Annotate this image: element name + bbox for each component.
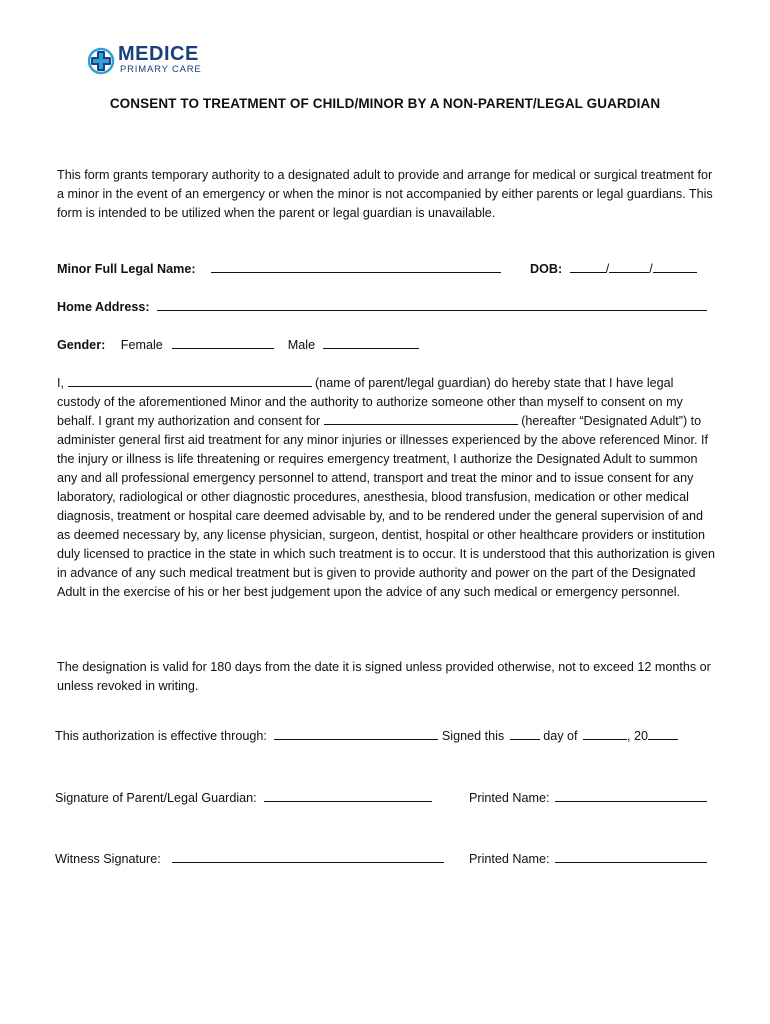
parent-printed-name-field[interactable] bbox=[555, 789, 707, 802]
home-address-label: Home Address: bbox=[57, 300, 150, 314]
gender-label: Gender: bbox=[57, 338, 106, 352]
logo-subtitle: PRIMARY CARE bbox=[120, 64, 202, 75]
female-label: Female bbox=[120, 338, 163, 352]
medical-cross-icon bbox=[88, 46, 116, 76]
medice-logo bbox=[88, 44, 218, 80]
effective-label: This authorization is effective through: bbox=[55, 729, 267, 743]
year-prefix: , 20 bbox=[627, 729, 649, 743]
guardian-name-field[interactable] bbox=[68, 374, 312, 387]
gender-row bbox=[57, 336, 419, 355]
authorization-prefix: I, bbox=[57, 376, 64, 390]
male-label: Male bbox=[287, 338, 316, 352]
printed-name-label: Printed Name: bbox=[469, 791, 550, 805]
witness-signature-row bbox=[55, 850, 444, 869]
authorization-paragraph bbox=[57, 374, 717, 602]
home-address-row bbox=[57, 298, 707, 317]
dob-separator: / bbox=[649, 262, 653, 276]
validity-paragraph: The designation is valid for 180 days from the date it is signed unless provided otherwise, not to exceed 12 months or unless revoked in writing. bbox=[57, 660, 711, 693]
parent-signature-label: Signature of Parent/Legal Guardian: bbox=[55, 791, 257, 805]
signed-year-field[interactable] bbox=[648, 727, 678, 740]
day-of-label: day of bbox=[543, 729, 578, 743]
dob-row bbox=[530, 260, 697, 279]
witness-printed-name-row bbox=[469, 850, 707, 869]
authorization-text-part1: (name of parent/legal guardian) do hereby state that I have legal custody of the aforementioned Minor and the authority to authorize someone other than myself to consent on my behalf. I grant my authorization and consent for bbox=[57, 376, 683, 428]
authorization-text-part2: (hereafter “Designated Adult”) to administer general first aid treatment for any minor injuries or illnesses experienced by the above referenced Minor. If the injury or illness is life threatening or requires emergency treatment, I authorize the Designated Adult to summon any and all professional emergency personnel to attend, transport and treat the minor and to issue consent for any laboratory, radiological or other diagnostic procedures, anesthesia, blood transfusion, medication or other medical diagnosis, treatment or hospital care deemed advisable by, and to be rendered under the general supervision of and as deemed necessary by, any license physician, surgeon, dentist, hospital or other healthcare providers or institution duly licensed to practice in the state in which such treatment is to occur. It is understood that this authorization is given in advance of any such medical treatment but is given to provide authority and power on the part of the Designated Adult in the exercise of his or her best judgement upon the advice of any such medical or emergency personnel. bbox=[57, 414, 716, 599]
printed-name-label: Printed Name: bbox=[469, 852, 550, 866]
parent-signature-field[interactable] bbox=[264, 789, 432, 802]
intro-paragraph: This form grants temporary authority to a designated adult to provide and arrange for medical or surgical treatment for a minor in the event of an emergency or when the minor is not accompanied by either parents or legal guardians. This form is intended to be utilized when the parent or legal guardian is unavailable. bbox=[57, 168, 713, 220]
witness-signature-field[interactable] bbox=[172, 850, 444, 863]
male-field[interactable] bbox=[323, 336, 419, 349]
female-field[interactable] bbox=[172, 336, 274, 349]
designated-adult-field[interactable] bbox=[324, 412, 518, 425]
home-address-field[interactable] bbox=[157, 298, 707, 311]
effective-row bbox=[55, 727, 678, 746]
dob-year-field[interactable] bbox=[653, 260, 697, 273]
signed-month-field[interactable] bbox=[583, 727, 627, 740]
witness-signature-label: Witness Signature: bbox=[55, 852, 161, 866]
logo-brand-text: MEDICE bbox=[118, 43, 199, 65]
minor-name-label: Minor Full Legal Name: bbox=[57, 262, 196, 276]
signed-day-field[interactable] bbox=[510, 727, 540, 740]
minor-name-field[interactable] bbox=[211, 260, 501, 273]
dob-month-field[interactable] bbox=[570, 260, 606, 273]
witness-printed-name-field[interactable] bbox=[555, 850, 707, 863]
minor-name-row bbox=[57, 260, 501, 279]
effective-date-field[interactable] bbox=[274, 727, 438, 740]
signed-this-label: Signed this bbox=[441, 729, 505, 743]
form-title: CONSENT TO TREATMENT OF CHILD/MINOR BY A NON-PARENT/LEGAL GUARDIAN bbox=[109, 96, 661, 111]
parent-signature-row bbox=[55, 789, 432, 808]
dob-separator: / bbox=[605, 262, 610, 276]
dob-day-field[interactable] bbox=[609, 260, 649, 273]
parent-printed-name-row bbox=[469, 789, 707, 808]
dob-label: DOB: bbox=[530, 262, 563, 276]
